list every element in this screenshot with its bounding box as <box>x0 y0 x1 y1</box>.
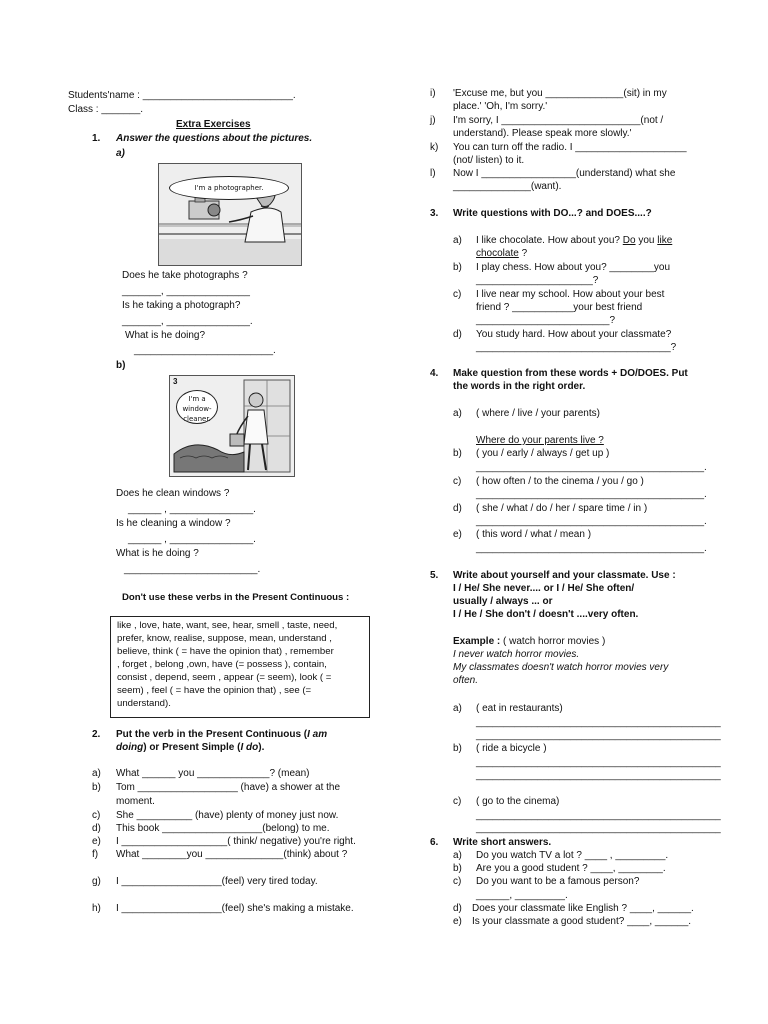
ex3-item-text: _____________________? <box>476 275 599 286</box>
ex6-item-label: c) <box>453 876 462 887</box>
ex2-instruction-part: ). <box>258 742 265 753</box>
ex3-item-text <box>476 235 672 246</box>
ex5-item-text: ( ride a bicycle ) <box>476 743 547 754</box>
ex6-item-text: Are you a good student ? ____, ________. <box>476 863 666 874</box>
ex3-item-label: b) <box>453 262 462 273</box>
ex5-example-line: I never watch horror movies. <box>453 649 580 660</box>
ex5-example-prompt: ( watch horror movies ) <box>500 636 606 647</box>
ex4-item-text: ( where / live / your parents) <box>476 408 600 419</box>
ex2-item-text: Now I _________________(understand) what she <box>453 168 676 179</box>
ex2-item-label: e) <box>92 836 101 847</box>
ex2-item-text: 'Excuse me, but you ______________(sit) in my <box>453 88 667 99</box>
ex5-instruction: I / He / She don't / doesn't ....very often. <box>453 609 639 620</box>
ex3-item-text: I play chess. How about you? ________you <box>476 262 671 273</box>
ex1-b-answer-3: ________________________. <box>124 564 261 575</box>
window-cleaner-number: 3 <box>173 377 178 386</box>
class-line: Class : _______. <box>68 104 144 115</box>
photographer-picture <box>158 163 302 266</box>
ex6-item-text: ______, _________. <box>476 890 568 901</box>
ex1-a-answer-1: _______, _______________ <box>122 286 250 297</box>
ex5-item-label: a) <box>453 703 462 714</box>
ex6-number: 6. <box>430 837 439 848</box>
ex5-number: 5. <box>430 570 439 581</box>
ex1-b-answer-1: ______ , _______________. <box>128 504 256 515</box>
ex1-number: 1. <box>92 133 101 144</box>
dont-use-heading: Don't use these verbs in the Present Continuous : <box>122 592 350 603</box>
ex6-item-text: Do you watch TV a lot ? ____ , _________. <box>476 850 669 861</box>
verb-box-line: like , love, hate, want, see, hear, smell , taste, need, <box>117 620 338 631</box>
ex5-instruction: Write about yourself and your classmate. Use : <box>453 570 676 581</box>
ex2-item-text: I'm sorry, I _________________________(not / <box>453 115 664 126</box>
ex3-text-underlined: Do <box>622 235 636 246</box>
photographer-speech-bubble: I'm a photographer. <box>169 176 289 200</box>
ex1-b-answer-2: ______ , _______________. <box>128 534 256 545</box>
ex3-item-text: You study hard. How about your classmate? <box>476 329 672 340</box>
window-cleaner-speech-bubble: I'm a window-cleaner. <box>176 390 218 424</box>
ex4-answer-line: _________________________________________. <box>476 543 707 554</box>
ex1-a-question-1: Does he take photographs ? <box>122 270 248 281</box>
verb-box-line: believe, think ( = have the opinion that) , remember <box>117 646 334 657</box>
ex6-instruction: Write short answers. <box>453 837 552 848</box>
ex4-item-text: ( she / what / do / her / spare time / in ) <box>476 503 648 514</box>
verb-box-line: , forget , belong ,own, have (= possess ), contain, <box>117 659 327 670</box>
ex2-item-text: ______________(want). <box>453 181 562 192</box>
ex4-item-label: b) <box>453 448 462 459</box>
ex6-item-label: d) <box>453 903 462 914</box>
ex4-item-label: a) <box>453 408 462 419</box>
ex5-example <box>453 636 605 647</box>
ex5-example-line: often. <box>453 675 479 686</box>
window-cleaner-picture <box>169 375 295 477</box>
ex3-item-label: d) <box>453 329 462 340</box>
ex2-item-text: You can turn off the radio. I ____________________ <box>453 142 687 153</box>
ex2-item-text: What ________you ______________(think) about ? <box>116 849 348 860</box>
ex1-b-question-3: What is he doing ? <box>116 548 199 559</box>
ex6-item-text: Does your classmate like English ? ____, ______. <box>472 903 694 914</box>
ex2-item-text: Tom __________________ (have) a shower at the <box>116 782 341 793</box>
ex1-a-answer-3: _________________________. <box>134 345 276 356</box>
ex1-a-answer-2: _______, _______________. <box>122 316 253 327</box>
ex2-item-text: What ______ you _____________? (mean) <box>116 768 310 779</box>
ex4-item-text: ( this word / what / mean ) <box>476 529 592 540</box>
ex4-item-text: ( how often / to the cinema / you / go ) <box>476 476 644 487</box>
ex5-instruction: usually / always ... or <box>453 596 553 607</box>
ex3-item-label: a) <box>453 235 462 246</box>
ex5-answer-line: ____________________________________________ <box>476 810 721 821</box>
ex4-answer-line: _________________________________________. <box>476 462 707 473</box>
ex2-item-label: i) <box>430 88 436 99</box>
ex5-answer-line: ____________________________________________ <box>476 757 721 768</box>
ex5-item-label: c) <box>453 796 462 807</box>
ex2-item-text: place.' 'Oh, I'm sorry.' <box>453 101 548 112</box>
ex2-item-label: c) <box>92 810 101 821</box>
ex2-instruction-italic: doing <box>116 742 144 753</box>
ex2-item-text: (not/ listen) to it. <box>453 155 525 166</box>
ex3-text: I like chocolate. How about you? <box>476 235 623 246</box>
ex4-item-label: e) <box>453 529 462 540</box>
ex3-instruction: Write questions with DO...? and DOES....? <box>453 208 652 219</box>
ex2-instruction-italic: I am <box>307 729 328 740</box>
ex3-text: you <box>635 235 658 246</box>
ex2-item-text: I ___________________( think/ negative) you're right. <box>116 836 356 847</box>
ex3-item-label: c) <box>453 289 462 300</box>
ex3-item-text: I live near my school. How about your best <box>476 289 665 300</box>
ex2-instruction-italic: I do <box>240 742 259 753</box>
ex4-item-text: ( you / early / always / get up ) <box>476 448 610 459</box>
ex4-instruction: the words in the right order. <box>453 381 586 392</box>
ex6-item-label: b) <box>453 863 462 874</box>
ex2-item-text: moment. <box>116 796 155 807</box>
ex5-answer-line: ____________________________________________ <box>476 823 721 834</box>
ex2-instruction-line2 <box>116 742 264 753</box>
student-name-line: Students'name : ___________________________. <box>68 90 296 101</box>
ex1-b-label: b) <box>116 360 126 371</box>
ex1-instruction: Answer the questions about the pictures. <box>116 133 313 144</box>
ex6-item-label: a) <box>453 850 462 861</box>
verb-box-line: seem) , feel ( = have the opinion that) , see (= <box>117 685 312 696</box>
ex1-a-question-2: Is he taking a photograph? <box>122 300 241 311</box>
ex3-item-text: ________________________? <box>476 315 616 326</box>
ex2-item-text: I __________________(feel) she's making a mistake. <box>116 903 354 914</box>
ex5-item-text: ( eat in restaurants) <box>476 703 563 714</box>
verb-list-box <box>110 616 370 718</box>
ex2-instruction-part: ) or Present Simple ( <box>143 742 241 753</box>
ex2-item-label: a) <box>92 768 101 779</box>
ex5-item-text: ( go to the cinema) <box>476 796 560 807</box>
ex2-item-label: b) <box>92 782 101 793</box>
ex2-item-text: I __________________(feel) very tired today. <box>116 876 318 887</box>
ex3-text-underlined: chocolate <box>476 248 519 259</box>
verb-box-line: understand). <box>117 698 171 709</box>
ex4-answer-line: _________________________________________. <box>476 489 707 500</box>
ex3-text-underlined: like <box>657 235 673 246</box>
ex3-number: 3. <box>430 208 439 219</box>
ex5-answer-line: ____________________________________________ <box>476 717 721 728</box>
ex3-text: ? <box>518 248 528 259</box>
ex5-answer-line: ____________________________________________ <box>476 770 721 781</box>
worksheet-title: Extra Exercises <box>176 119 251 130</box>
ex2-item-label: l) <box>430 168 436 179</box>
ex2-item-text: understand). Please speak more slowly.' <box>453 128 632 139</box>
ex1-a-question-3: What is he doing? <box>125 330 206 341</box>
ex5-instruction: I / He/ She never.... or I / He/ She often/ <box>453 583 635 594</box>
ex4-instruction: Make question from these words + DO/DOES. Put <box>453 368 688 379</box>
ex2-item-label: j) <box>430 115 436 126</box>
ex5-answer-line: ____________________________________________ <box>476 730 721 741</box>
ex1-b-question-1: Does he clean windows ? <box>116 488 230 499</box>
ex6-item-text: Is your classmate a good student? ____, ______. <box>472 916 692 927</box>
verb-box-line: consist , depend, seem , appear (= seem), look ( = <box>117 672 332 683</box>
ex2-instruction <box>116 729 327 740</box>
ex2-item-label: g) <box>92 876 101 887</box>
ex6-item-label: e) <box>453 916 462 927</box>
ex2-item-label: h) <box>92 903 101 914</box>
ex1-a-label: a) <box>116 148 125 159</box>
ex3-item-text: friend ? ___________your best friend <box>476 302 643 313</box>
verb-box-line: prefer, know, realise, suppose, mean, understand , <box>117 633 332 644</box>
ex4-answer-line: _________________________________________. <box>476 516 707 527</box>
ex2-instruction-part: Put the verb in the Present Continuous ( <box>116 729 308 740</box>
ex2-number: 2. <box>92 729 101 740</box>
ex6-item-text: Do you want to be a famous person? <box>476 876 640 887</box>
ex4-item-label: c) <box>453 476 462 487</box>
ex5-example-label: Example : <box>453 636 501 647</box>
ex4-example-answer: Where do your parents live ? <box>476 435 604 446</box>
ex2-item-label: f) <box>92 849 99 860</box>
ex4-number: 4. <box>430 368 439 379</box>
ex2-item-label: d) <box>92 823 101 834</box>
ex3-item-text: ___________________________________? <box>476 342 677 353</box>
ex5-item-label: b) <box>453 743 462 754</box>
ex5-example-line: My classmates doesn't watch horror movies very <box>453 662 669 673</box>
ex2-item-text: This book __________________(belong) to me. <box>116 823 330 834</box>
ex1-b-question-2: Is he cleaning a window ? <box>116 518 231 529</box>
ex2-item-label: k) <box>430 142 439 153</box>
ex3-item-text <box>476 248 527 259</box>
ex4-item-label: d) <box>453 503 462 514</box>
ex2-item-text: She __________ (have) plenty of money just now. <box>116 810 339 821</box>
